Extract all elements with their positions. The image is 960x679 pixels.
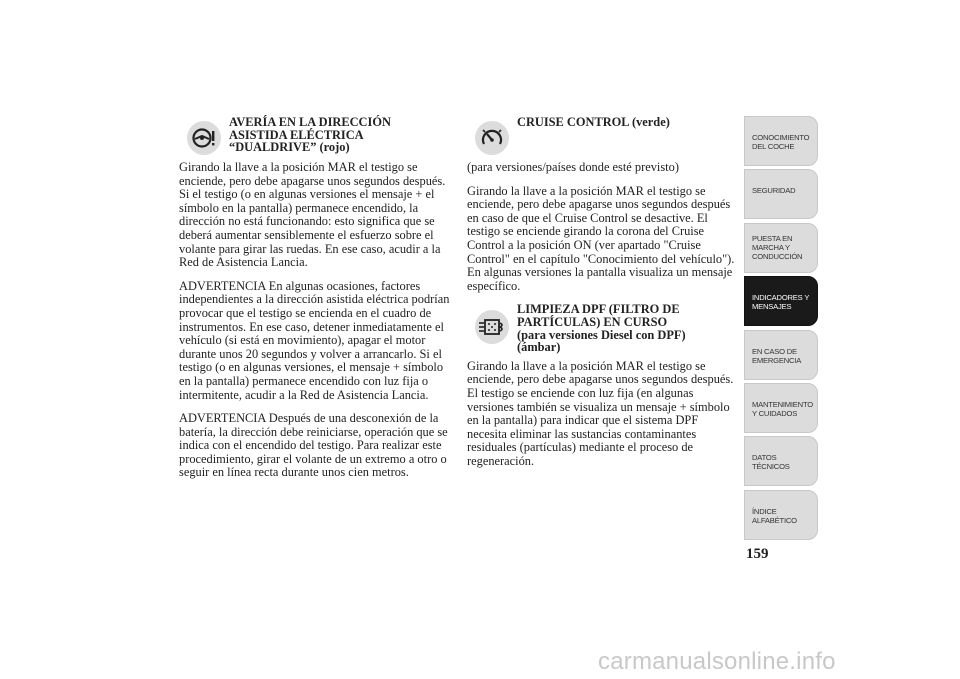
tab-label: CONOCIMIENTO DEL COCHE bbox=[752, 133, 810, 151]
watermark: carmanualsonline.info bbox=[598, 648, 836, 675]
title-line: ASISTIDA ELÉCTRICA bbox=[229, 127, 364, 142]
tab-label: MANTENIMIENTO Y CUIDADOS bbox=[752, 399, 813, 418]
title-line: (ámbar) bbox=[517, 340, 561, 355]
page-number: 159 bbox=[746, 546, 769, 562]
tab-label: SEGURIDAD bbox=[752, 186, 796, 196]
tab-conocimiento-del-coche[interactable] bbox=[744, 116, 818, 166]
section-header-dpf bbox=[467, 303, 735, 353]
paragraph: Girando la llave a la posición MAR el testigo se enciende, pero debe apagarse unos segundos después. Si el testigo (o en algunas versiones el mensaje + el símbolo en la pantalla) permanece encendido, la dirección no está funcionando: esto significa que se deberá aumentar sensiblemente el esfuerzo sobre el volante para girar las ruedas. En ese caso, acudir a la Red de Asistencia Lancia. bbox=[179, 160, 446, 270]
title-line: PARTÍCULAS) EN CURSO bbox=[517, 314, 668, 329]
title-line: AVERÍA EN LA DIRECCIÓN bbox=[229, 115, 391, 129]
title-line: “DUALDRIVE” (rojo) bbox=[229, 140, 350, 155]
tab-indice-alfabetico[interactable] bbox=[744, 490, 818, 540]
paragraph: ADVERTENCIA Después de una desconexión de la batería, la dirección debe reiniciarse, operación que se indica con el encendido del testigo. Para realizar este procedimiento, girar el volante de un extremo a otro o seguir en línea recta durante unos cien metros. bbox=[179, 411, 448, 480]
section-title bbox=[517, 303, 686, 353]
left-column bbox=[179, 116, 451, 490]
title-line: LIMPIEZA DPF (FILTRO DE bbox=[517, 302, 680, 317]
tab-mantenimiento-y-cuidados[interactable] bbox=[744, 383, 818, 433]
section-header-cruise-control bbox=[467, 116, 735, 155]
tab-indicadores-y-mensajes[interactable] bbox=[744, 276, 818, 326]
tab-en-caso-de-emergencia[interactable] bbox=[744, 330, 818, 380]
tab-label: ÍNDICE ALFABÉTICO bbox=[752, 506, 797, 525]
section-title bbox=[517, 116, 670, 129]
paragraph: ADVERTENCIA En algunas ocasiones, factores independientes a la dirección asistida eléctrica podrían provocar que el testigo se encienda en el cuadro de instrumentos. En ese caso, detener inmediatamente el vehículo (si está en movimiento), apagar el motor durante unos 20 segundos y volver a arrancarlo. Si el testigo (o en algunas versiones, el mensaje + símbolo en la pantalla) permanece encendido con luz fija o intermitente, acudir a la Red de Asistencia Lancia. bbox=[179, 278, 450, 402]
chapter-tabs bbox=[744, 116, 818, 543]
title-line: (para versiones Diesel con DPF) bbox=[517, 327, 686, 342]
dpf-filter-icon bbox=[475, 310, 509, 344]
tab-label: DATOS TÉCNICOS bbox=[752, 453, 790, 472]
tab-label: EN CASO DE EMERGENCIA bbox=[752, 346, 802, 365]
section-title bbox=[229, 116, 391, 154]
cruise-control-icon bbox=[475, 121, 509, 155]
paragraph: Girando la llave a la posición MAR el testigo se enciende, pero debe apagarse unos segundos después en caso de que el Cruise Control se desactive. El testigo se enciende girando la corona del Cruise Control a la posición ON (ver apartado "Cruise Control" en el capítulo "Conocimiento del vehículo"). En algunas versiones la pantalla visualiza un mensaje específico. bbox=[467, 183, 735, 293]
title-line: CRUISE CONTROL (verde) bbox=[517, 115, 670, 129]
tab-label: INDICADORES Y MENSAJES bbox=[752, 293, 810, 312]
tab-datos-tecnicos[interactable] bbox=[744, 436, 818, 486]
tab-puesta-en-marcha[interactable] bbox=[744, 223, 818, 273]
steering-warning-icon bbox=[187, 121, 221, 155]
tab-label: PUESTA EN MARCHA Y CONDUCCIÓN bbox=[752, 233, 803, 261]
section-header-dualdrive bbox=[179, 116, 451, 155]
paragraph: Girando la llave a la posición MAR el testigo se enciende, pero debe apagarse unos segundos después. El testigo se enciende con luz fija (en algunas versiones también se visualiza un mensaje + símbolo en la pantalla) para indicar que el sistema DPF necesita eliminar las sustancias contaminantes residuales (partículas) mediante el proceso de regeneración. bbox=[467, 358, 734, 468]
tab-seguridad[interactable] bbox=[744, 169, 818, 219]
right-column bbox=[467, 116, 735, 478]
paragraph: (para versiones/países donde esté previsto) bbox=[467, 160, 679, 174]
